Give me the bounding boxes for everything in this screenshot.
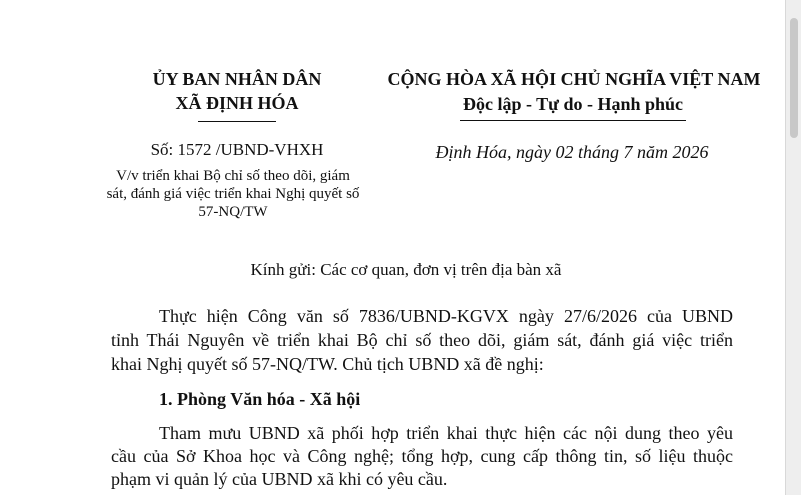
section-heading: 1. Phòng Văn hóa - Xã hội	[159, 389, 361, 409]
place-and-date: Định Hóa, ngày 02 tháng 7 năm 2026	[435, 142, 709, 162]
body-paragraph1-line1: Thực hiện Công văn số 7836/UBND-KGVX ngày 27/6/2026 của UBND	[159, 306, 733, 326]
subject-line3: 57-NQ/TW	[198, 204, 268, 220]
subject-line1: V/v triển khai Bộ chỉ số theo dõi, giám	[116, 168, 350, 184]
national-motto: Độc lập - Tự do - Hạnh phúc	[462, 94, 684, 114]
body-paragraph2-line3: phạm vi quản lý của UBND xã khi có yêu cầu.	[111, 469, 448, 489]
recipient-line: Kính gửi: Các cơ quan, đơn vị trên địa bàn xã	[250, 260, 562, 279]
org-name-line2: XÃ ĐỊNH HÓA	[175, 93, 299, 113]
org-name-underline	[198, 121, 276, 122]
body-paragraph2-line2: cầu của Sở Khoa học và Công nghệ; tổng hợp, cung cấp thông tin, số liệu thuộc	[111, 446, 733, 466]
body-paragraph1-line3: khai Nghị quyết số 57-NQ/TW. Chủ tịch UBND xã đề nghị:	[111, 354, 544, 374]
scrollbar-thumb[interactable]	[790, 18, 798, 138]
body-paragraph2-line1: Tham mưu UBND xã phối hợp triển khai thực hiện các nội dung theo yêu	[159, 423, 733, 443]
motto-underline	[460, 120, 686, 121]
nation-title: CỘNG HÒA XÃ HỘI CHỦ NGHĨA VIỆT NAM	[387, 69, 761, 89]
vertical-scrollbar[interactable]	[785, 0, 801, 495]
document-number: Số: 1572 /UBND-VHXH	[150, 140, 324, 159]
body-paragraph1-line2: tỉnh Thái Nguyên về triển khai Bộ chỉ số theo dõi, giám sát, đánh giá việc triển	[111, 330, 733, 350]
subject-line2: sát, đánh giá việc triển khai Nghị quyết số	[106, 186, 360, 202]
org-name-line1: ỦY BAN NHÂN DÂN	[152, 69, 322, 89]
